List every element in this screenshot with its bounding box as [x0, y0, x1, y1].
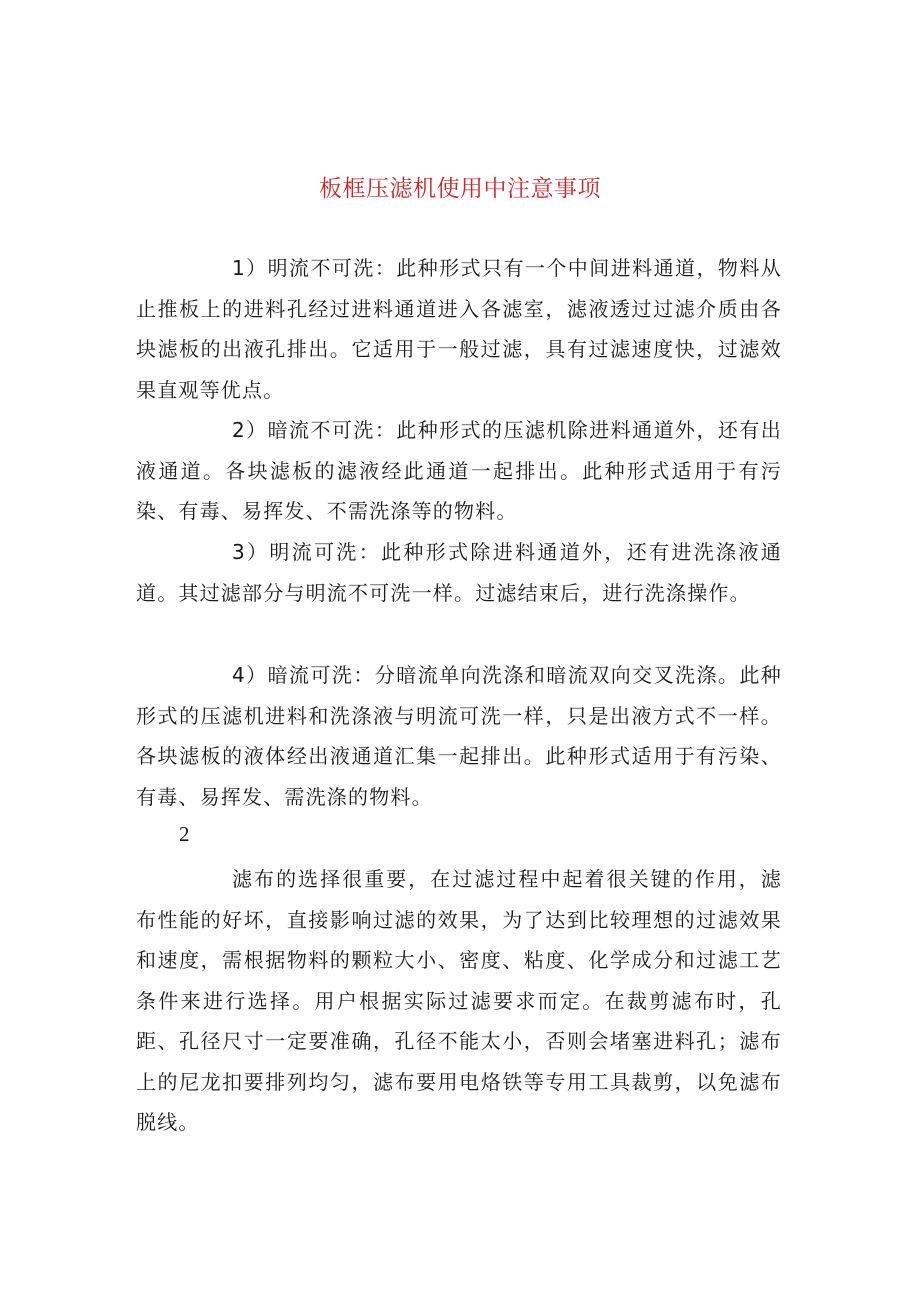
paragraph-2: 2）暗流不可洗：此种形式的压滤机除进料通道外，还有出液通道。各块滤板的滤液经此通道一起排出。此种形式适用于有污染、有毒、易挥发、不需洗涤等的物料。 — [136, 418, 782, 523]
document-title: 板框压滤机使用中注意事项 — [319, 176, 601, 202]
section-number: 2 — [179, 822, 190, 846]
section-paragraph: 滤布的选择很重要，在过滤过程中起着很关键的作用，滤布性能的好坏，直接影响过滤的效果，为了达到比较理想的过滤效果和速度，需根据物料的颗粒大小、密度、粘度、化学成分和过滤工艺条件来进行选择。用户根据实际过滤要求而定。在裁剪滤布时，孔距、孔径尺寸一定要准确，孔径不能太小，否则会堵塞进料孔；滤布上的尼龙扣要排列均匀，滤布要用电烙铁等专用工具裁剪，以免滤布脱线。 — [136, 867, 782, 1134]
paragraph-3: 3）明流可洗：此种形式除进料通道外，还有进洗涤液通道。其过滤部分与明流不可洗一样。过滤结束后，进行洗涤操作。 — [136, 540, 782, 605]
paragraph-4: 4）暗流可洗：分暗流单向洗涤和暗流双向交叉洗涤。此种形式的压滤机进料和洗涤液与明流可洗一样，只是出液方式不一样。各块滤板的液体经出液通道汇集一起排出。此种形式适用于有污染、有毒、易挥发、需洗涤的物料。 — [136, 663, 782, 809]
paragraph-1: 1）明流不可洗：此种形式只有一个中间进料通道，物料从止推板上的进料孔经过进料通道进入各滤室，滤液透过过滤介质由各块滤板的出液孔排出。它适用于一般过滤，具有过滤速度快，过滤效果直观等优点。 — [136, 256, 782, 402]
